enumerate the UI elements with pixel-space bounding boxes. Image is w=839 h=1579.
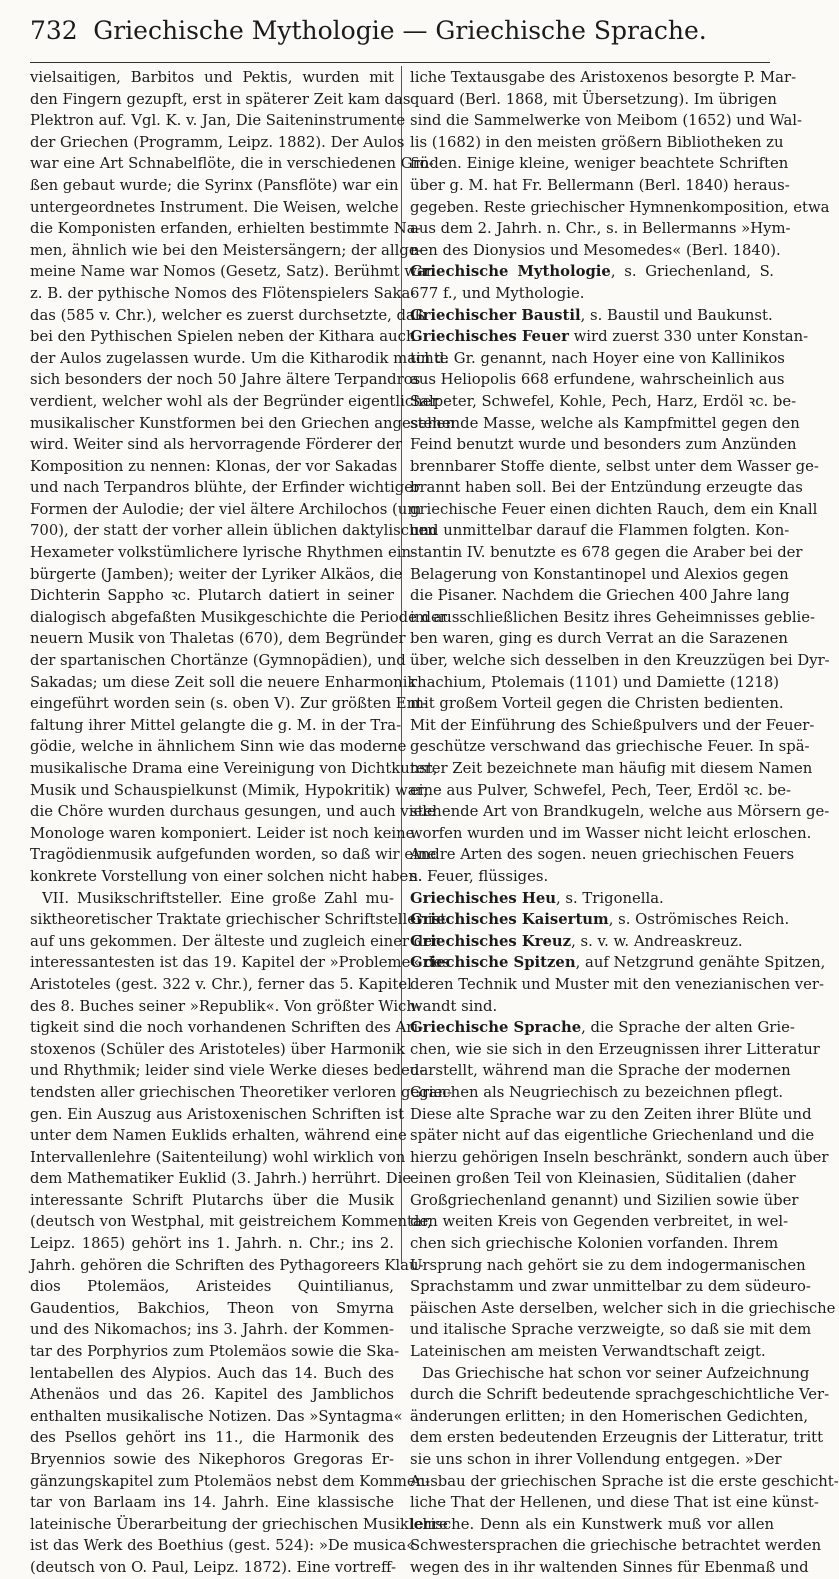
- text-line: Formen der Aulodie; der viel ältere Archilochos (um: [30, 500, 422, 518]
- entry-line: [410, 909, 790, 931]
- text-line: quard (Berl. 1868, mit Übersetzung). Im übrigen: [410, 90, 777, 108]
- text-line: brannt haben soll. Bei der Entzündung erzeugte das: [410, 479, 803, 497]
- entry-line: [410, 261, 774, 283]
- text-line: tar des Porphyrios zum Ptolemäos sowie die Ska-: [30, 1343, 400, 1361]
- text-line: und italische Sprache verzweigte, so daß sie mit dem: [410, 1321, 812, 1339]
- text-line: men, ähnlich wie bei den Meistersängern; der allge-: [30, 241, 423, 259]
- text-line: Mit der Einführung des Schießpulvers und der Feuer-: [410, 716, 815, 734]
- text-line: tigkeit sind die noch vorhandenen Schriften des Ari-: [30, 1019, 424, 1037]
- text-line: Großgriechenland genannt) und Sizilien sowie über: [410, 1191, 799, 1209]
- text-line: einen großen Teil von Kleinasien, Süditalien (daher: [410, 1170, 796, 1188]
- text-line: 677 f., und Mythologie.: [410, 284, 585, 302]
- running-head: Griechische Mythologie — Griechische Sprache.: [93, 16, 707, 45]
- text-line: tendsten aller griechischen Theoretiker verloren gegan-: [30, 1083, 453, 1101]
- entry-line: [410, 888, 774, 910]
- entry-headword: Griechischer Baustil: [410, 306, 581, 324]
- page-number: 732: [30, 16, 78, 45]
- text-line: der Aulos zugelassen wurde. Um die Kitharodik machte: [30, 349, 449, 367]
- entry-text: , s. Baustil und Baukunst.: [580, 306, 773, 324]
- text-line: brennbarer Stoffe diente, selbst unter dem Wasser ge-: [410, 457, 819, 475]
- text-line: ben waren, ging es durch Verrat an die Sarazenen: [410, 630, 788, 648]
- text-line: Sakadas; um diese Zeit soll die neuere Enharmonik: [30, 673, 417, 691]
- text-line: gegeben. Reste griechischer Hymnenkomposition, etwa: [410, 198, 830, 216]
- entry-headword: Griechische Spitzen: [410, 954, 576, 972]
- text-line: gödie, welche in ähnlichem Sinn wie das moderne: [30, 738, 407, 756]
- text-line: siktheoretischer Traktate griechischer Schriftsteller ist: [30, 911, 447, 929]
- text-line: wird. Weiter sind als hervorragende Förderer der: [30, 436, 403, 454]
- text-line: lentabellen des Alypios. Auch das 14. Buch des: [30, 1364, 394, 1382]
- text-line: bei den Pythischen Spielen neben der Kithara auch: [30, 328, 416, 346]
- text-line: und nach Terpandros blühte, der Erfinder wichtiger: [30, 479, 421, 497]
- text-line: Monologe waren komponiert. Leider ist noch keine: [30, 824, 415, 842]
- text-line: meine Name war Nomos (Gesetz, Satz). Berühmt war: [30, 263, 433, 281]
- text-line: finden. Einige kleine, weniger beachtete Schriften: [410, 155, 789, 173]
- text-line: und des Nikomachos; ins 3. Jahrh. der Kommen-: [30, 1321, 394, 1339]
- text-line: konkrete Vorstellung von einer solchen nicht haben.: [30, 867, 423, 885]
- entry-headword: Griechische Mythologie: [410, 263, 611, 281]
- text-line: chen sich griechische Kolonien vorfanden. Ihrem: [410, 1235, 779, 1253]
- text-line: mit großem Vorteil gegen die Christen bedienten.: [410, 695, 784, 713]
- text-line: der Griechen (Programm, Leipz. 1882). Der Aulos: [30, 133, 405, 151]
- text-line: Andre Arten des sogen. neuen griechischen Feuers: [410, 846, 795, 864]
- text-line: worfen wurden und im Wasser nicht leicht erloschen.: [410, 824, 812, 842]
- entry-headword: Griechisches Kreuz: [410, 932, 572, 950]
- text-line: chen, wie sie sich in den Erzeugnissen ihrer Litteratur: [410, 1040, 820, 1058]
- text-line: tin d. Gr. genannt, nach Hoyer eine von Kallinikos: [410, 349, 785, 367]
- text-line: aus dem 2. Jahrh. n. Chr., s. in Bellermanns »Hym-: [410, 220, 791, 238]
- text-line: später nicht auf das eigentliche Griechenland und die: [410, 1127, 815, 1145]
- text-line: unter dem Namen Euklids erhalten, während eine: [30, 1127, 407, 1145]
- text-line: änderungen erlitten; in den Homerischen Gedichten,: [410, 1407, 809, 1425]
- entry-text: wird zuerst 330 unter Konstan-: [568, 328, 809, 346]
- text-line: sie uns schon in ihrer Vollendung entgegen. »Der: [410, 1451, 782, 1468]
- text-line: der spartanischen Chortänze (Gymnopädien), und: [30, 652, 406, 670]
- text-line: dem Mathematiker Euklid (3. Jahrh.) herrührt. Die: [30, 1170, 412, 1188]
- text-line: Sprachstamm und zwar unmittelbar zu dem südeuro-: [410, 1278, 811, 1296]
- right-column: [410, 67, 839, 1576]
- text-line: stehende Masse, welche als Kampfmittel gegen den: [410, 414, 800, 432]
- text-line: musikalische Drama eine Vereinigung von Dichtkunst,: [30, 760, 438, 777]
- text-line: ßen gebaut wurde; die Syrinx (Pansflöte) war ein: [30, 176, 399, 194]
- entry-text: , s. Oströmisches Reich.: [608, 911, 790, 929]
- text-line: Bryennios sowie des Nikephoros Gregoras Er-: [30, 1451, 394, 1468]
- text-line: Griechen als Neugriechisch zu bezeichnen pflegt.: [410, 1083, 784, 1101]
- text-line: durch die Schrift bedeutende sprachgeschichtliche Ver-: [410, 1386, 830, 1404]
- text-line: stehende Art von Brandkugeln, welche aus Mörsern ge-: [410, 803, 830, 821]
- text-line: aus Heliopolis 668 erfundene, wahrscheinlich aus: [410, 371, 785, 389]
- text-line: stantin IV. benutzte es 678 gegen die Araber bei der: [410, 544, 803, 562]
- text-line: Athenäos und das 26. Kapitel des Jamblichos: [30, 1386, 394, 1404]
- text-line: Gaudentios, Bakchios, Theon von Smyrna: [30, 1299, 394, 1317]
- text-line: und Rhythmik; leider sind viele Werke dieses bedeu-: [30, 1062, 425, 1080]
- text-line: die Chöre wurden durchaus gesungen, und auch viele: [30, 803, 436, 821]
- text-line: interessante Schrift Plutarchs über die Musik: [30, 1191, 394, 1209]
- entry-headword: Griechische Sprache: [410, 1019, 582, 1037]
- entry-text: , die Sprache der alten Grie-: [581, 1019, 795, 1037]
- text-line: musikalischer Kunstformen bei den Griechen angesehen: [30, 414, 455, 432]
- text-line: Intervallenlehre (Saitenteilung) wohl wirklich von: [30, 1148, 406, 1166]
- text-line: darstellt, während man die Sprache der modernen: [410, 1062, 791, 1080]
- entry-line: [410, 1017, 795, 1039]
- text-line: interessantesten ist das 19. Kapitel der »Probleme« des: [30, 954, 450, 972]
- text-line: Komposition zu nennen: Klonas, der vor Sakadas: [30, 457, 398, 475]
- text-line: war eine Art Schnabelflöte, die in verschiedenen Grö-: [30, 155, 434, 173]
- text-line: dios Ptolemäos, Aristeides Quintilianus,: [30, 1278, 394, 1296]
- text-line: den Fingern gezupft, erst in späterer Zeit kam das: [30, 90, 411, 108]
- text-line: enthalten musikalische Notizen. Das »Syntagma«: [30, 1407, 403, 1425]
- text-line: liche Textausgabe des Aristoxenos besorgte P. Mar-: [410, 69, 797, 86]
- text-line: lis (1682) in den meisten größern Bibliotheken zu: [410, 133, 784, 151]
- text-line: VII. Musikschriftsteller. Eine große Zahl mu-: [42, 889, 394, 907]
- text-line: sich besonders der noch 50 Jahre ältere Terpandros: [30, 371, 421, 389]
- text-line: untergeordnetes Instrument. Die Weisen, welche: [30, 198, 399, 216]
- text-line: sind die Sammelwerke von Meibom (1652) und Wal-: [410, 112, 803, 130]
- header-rule: [30, 62, 770, 63]
- text-line: eingeführt worden sein (s. oben V). Zur größten Ent-: [30, 695, 428, 713]
- entry-text: , auf Netzgrund genähte Spitzen,: [575, 954, 826, 972]
- text-line: lerische. Denn als ein Kunstwerk muß vor allen: [410, 1515, 774, 1533]
- text-line: Belagerung von Konstantinopel und Alexios gegen: [410, 565, 789, 583]
- text-line: des Psellos gehört ins 11., die Harmonik des: [30, 1429, 394, 1447]
- text-line: die Komponisten erfanden, erhielten bestimmte Na-: [30, 220, 421, 238]
- text-line: Aristoteles (gest. 322 v. Chr.), ferner das 5. Kapitel: [30, 975, 412, 993]
- text-line: über, welche sich desselben in den Kreuzzügen bei Dyr-: [410, 652, 830, 670]
- text-line: verdient, welcher wohl als der Begründer eigentlicher: [30, 392, 439, 410]
- text-line: auf uns gekommen. Der älteste und zugleich einer der: [30, 932, 440, 950]
- text-line: vielsaitigen, Barbitos und Pektis, wurden mit: [30, 69, 394, 86]
- text-line: faltung ihrer Mittel gelangte die g. M. in der Tra-: [30, 716, 402, 734]
- text-line: eine aus Pulver, Schwefel, Pech, Teer, Erdöl ꝛc. be-: [410, 781, 792, 799]
- text-line: (deutsch von Westphal, mit geistreichem Kommentar,: [30, 1213, 432, 1231]
- text-line: deren Technik und Muster mit den venezianischen ver-: [410, 975, 824, 993]
- entry-text: , s. v. w. Andreaskreuz.: [571, 932, 743, 950]
- text-line: z. B. der pythische Nomos des Flötenspielers Saka-: [30, 284, 416, 302]
- text-line: wegen des in ihr waltenden Sinnes für Ebenmaß und: [410, 1558, 809, 1576]
- text-line: dialogisch abgefaßten Musikgeschichte die Periode der: [30, 608, 447, 626]
- text-line: hierzu gehörigen Inseln beschränkt, sondern auch über: [410, 1148, 829, 1166]
- entry-headword: Griechisches Feuer: [410, 328, 569, 346]
- text-line: Diese alte Sprache war zu den Zeiten ihrer Blüte und: [410, 1105, 812, 1123]
- text-line: lateinische Überarbeitung der griechischen Musiklehre: [30, 1515, 448, 1533]
- text-line: liche That der Hellenen, und diese That ist eine künst-: [410, 1494, 819, 1512]
- text-line: Leipz. 1865) gehört ins 1. Jahrh. n. Chr.; ins 2.: [30, 1235, 394, 1253]
- text-line: rhachium, Ptolemais (1101) und Damiette (1218): [410, 673, 780, 691]
- text-line: Hexameter volkstümlichere lyrische Rhythmen ein-: [30, 544, 417, 562]
- text-line: Feind benutzt wurde und besonders zum Anzünden: [410, 436, 797, 454]
- text-line: ist das Werk des Boethius (gest. 524): »De musica«: [30, 1537, 416, 1555]
- text-line: bürgerte (Jamben); weiter der Lyriker Alkäos, die: [30, 565, 403, 583]
- entry-headword: Griechisches Kaisertum: [410, 911, 609, 929]
- text-line: (deutsch von O. Paul, Leipz. 1872). Eine vortreff-: [30, 1558, 396, 1576]
- text-line: Tragödienmusik aufgefunden worden, so daß wir eine: [30, 846, 437, 864]
- text-line: stoxenos (Schüler des Aristoteles) über Harmonik: [30, 1040, 406, 1058]
- text-line: neuern Musik von Thaletas (670), dem Begründer: [30, 630, 406, 648]
- entry-line: [410, 931, 774, 953]
- text-line: 700), der statt der vorher allein üblichen daktylischen: [30, 522, 437, 540]
- text-line: Lateinischen am meisten Verwandtschaft zeigt.: [410, 1343, 766, 1361]
- text-line: terer Zeit bezeichnete man häufig mit diesem Namen: [410, 760, 813, 777]
- text-line: nen des Dionysios und Mesomedes« (Berl. 1840).: [410, 241, 781, 259]
- text-line: den weiten Kreis von Gegenden verbreitet, in wel-: [410, 1213, 789, 1231]
- text-line: Plektron auf. Vgl. K. v. Jan, Die Saiteninstrumente: [30, 112, 406, 130]
- text-line: griechische Feuer einen dichten Rauch, dem ein Knall: [410, 500, 818, 518]
- text-line: Das Griechische hat schon vor seiner Aufzeichnung: [422, 1364, 810, 1382]
- entry-text: , s. Trigonella.: [556, 889, 664, 907]
- page-header: [30, 10, 770, 52]
- text-line: gen. Ein Auszug aus Aristoxenischen Schriften ist: [30, 1105, 405, 1123]
- entry-line: [410, 952, 826, 974]
- text-line: dem ersten bedeutenden Erzeugnis der Litteratur, tritt: [410, 1429, 824, 1447]
- text-line: und unmittelbar darauf die Flammen folgten. Kon-: [410, 522, 790, 540]
- text-line: des 8. Buches seiner »Republik«. Von größter Wich-: [30, 997, 421, 1015]
- text-line: das (585 v. Chr.), welcher es zuerst durchsetzte, daß: [30, 306, 425, 324]
- text-line: gänzungskapitel zum Ptolemäos nebst dem Kommen-: [30, 1472, 431, 1490]
- text-line: geschütze verschwand das griechische Feuer. In spä-: [410, 738, 810, 756]
- text-line: wandt sind.: [410, 997, 498, 1015]
- text-line: s. Feuer, flüssiges.: [410, 867, 549, 885]
- text-line: Ursprung nach gehört sie zu dem indogermanischen: [410, 1256, 806, 1274]
- text-line: über g. M. hat Fr. Bellermann (Berl. 1840) heraus-: [410, 176, 790, 194]
- text-line: die Pisaner. Nachdem die Griechen 400 Jahre lang: [410, 587, 790, 605]
- text-line: tar von Barlaam ins 14. Jahrh. Eine klassische: [30, 1494, 394, 1512]
- text-line: päischen Aste derselben, welcher sich in die griechische: [410, 1299, 836, 1317]
- entry-headword: Griechisches Heu: [410, 889, 557, 907]
- text-line: im ausschließlichen Besitz ihres Geheimnisses geblie-: [410, 608, 816, 626]
- text-line: Dichterin Sappho ꝛc. Plutarch datiert in seiner: [30, 587, 394, 605]
- entry-line: [410, 326, 809, 348]
- text-line: Salpeter, Schwefel, Kohle, Pech, Harz, Erdöl ꝛc. be-: [410, 392, 797, 410]
- text-line: Jahrh. gehören die Schriften des Pythagoreers Klau-: [30, 1256, 424, 1274]
- entry-line: [410, 305, 774, 327]
- entry-text: , s. Griechenland, S.: [610, 263, 774, 281]
- text-line: Schwestersprachen die griechische betrachtet werden: [410, 1537, 822, 1555]
- text-line: Ausbau der griechischen Sprache ist die erste geschicht-: [410, 1472, 839, 1490]
- text-line: Musik und Schauspielkunst (Mimik, Hypokritik) war;: [30, 781, 429, 799]
